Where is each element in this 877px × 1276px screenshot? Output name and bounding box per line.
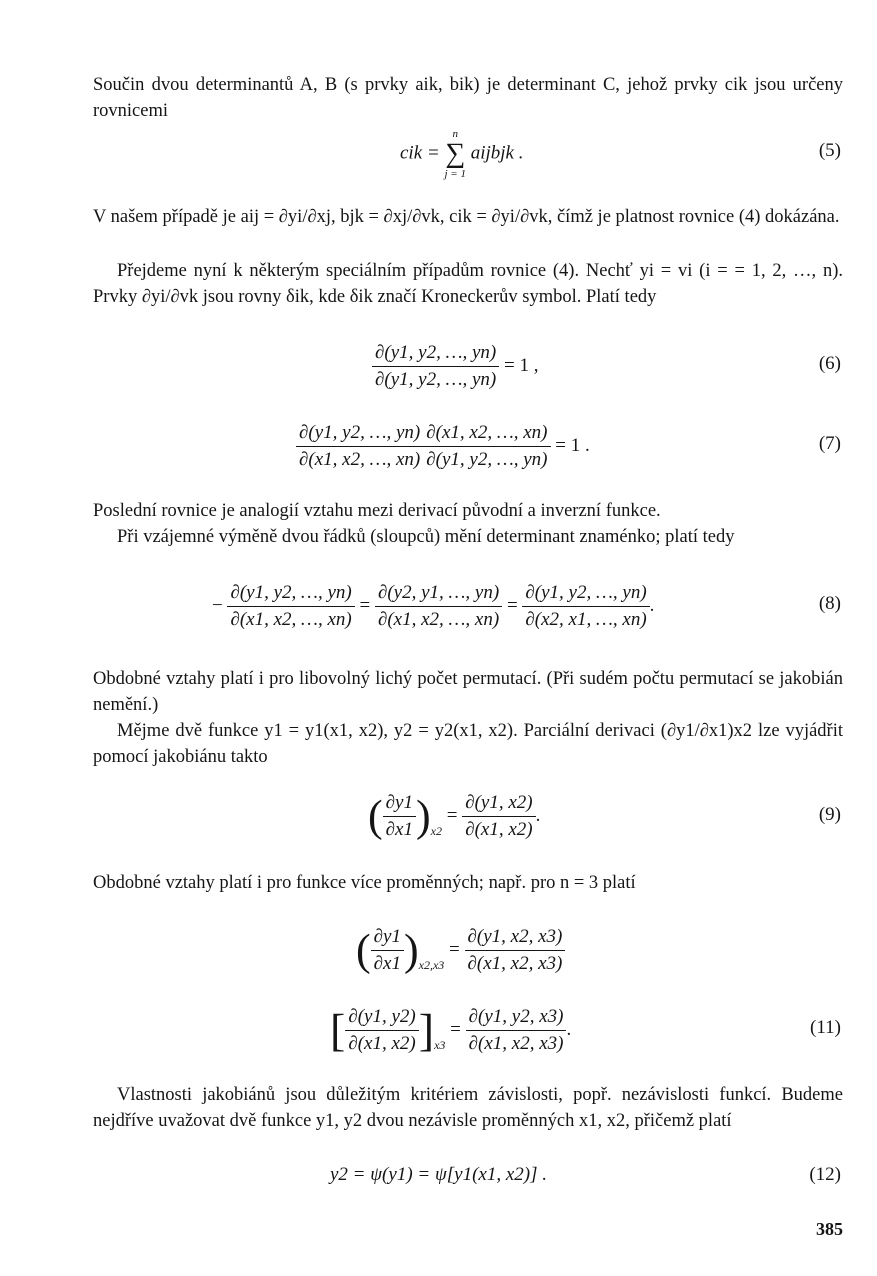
equation-11: [ $\frac{\partial(y1, y2)}{\partial(x1, x2)}$ ]$_{x3}$ = $\frac{\partial(y1, y2, x3)}{\partial(x1, x2, x3)}$ . <box>330 1004 572 1056</box>
equation-10: ( $\frac{\partial y1}{\partial x1}$ )$_{x2,x3}$ = $\frac{\partial(y1, x2, x3)}{\partial(x1, x2, x3)}$ <box>356 924 565 977</box>
paragraph-two-functions: Mějme dvě funkce y1 = y1(x1, x2), y2 = y2(x1, x2). Parciální derivaci (∂y1/∂x1)x2 lze vyjádřit pomocí jakobiánu takto <box>93 721 843 767</box>
paragraph-more-variables: Obdobné vztahy platí i pro funkce více proměnných; např. pro n = 3 platí <box>93 873 636 893</box>
eq8-fraction-2: $\frac{\partial(y2, y1, \dots, yn)}{\partial(x1, x2, \dots, xn)}$ <box>375 580 502 633</box>
eq6-number: (6) <box>818 353 841 374</box>
eq5-sum: n ∑ j = 1 <box>444 128 466 180</box>
paragraph-odd-permutations: Obdobné vztahy platí i pro libovolný lichý počet permutací. (Při sudém počtu permutací se jakobián nemění.) <box>93 669 843 715</box>
eq9-partial: $\frac{\partial y1}{\partial x1}$ <box>383 790 416 843</box>
equation-6: $\frac{\partial(y1, y2, \dots, yn)}{\partial(y1, y2, \dots, yn)}$ = 1 , <box>372 340 538 393</box>
equation-12: y2 = ψ(y1) = ψ[y1(x1, x2)] . <box>330 1164 548 1185</box>
eq10-jacobian: $\frac{\partial(y1, x2, x3)}{\partial(x1, x2, x3)}$ <box>465 924 566 977</box>
eq11-number: (11) <box>810 1017 841 1038</box>
eq8-fraction-3: $\frac{\partial(y1, y2, \dots, yn)}{\partial(x2, x1, \dots, xn)}$ <box>522 580 649 633</box>
page-number: 385 <box>816 1219 843 1239</box>
eq5-number: (5) <box>818 140 841 161</box>
eq9-jacobian: $\frac{\partial(y1, x2)}{\partial(x1, x2)}$ <box>462 790 535 843</box>
eq8-fraction-1: $\frac{\partial(y1, y2, \dots, yn)}{\partial(x1, x2, \dots, xn)}$ <box>227 580 354 633</box>
paragraph-jacobian-properties: Vlastnosti jakobiánů jsou důležitým kritériem závislosti, popř. nezávislosti funkcí. Budeme nejdříve uvažovat dvě funkce y1, y2 dvou nezávisle proměnných x1, x2, přičemž platí <box>93 1085 843 1131</box>
eq12-number: (12) <box>809 1164 841 1185</box>
eq10-partial: $\frac{\partial y1}{\partial x1}$ <box>371 924 404 977</box>
eq11-jacobian: $\frac{\partial(y1, y2, x3)}{\partial(x1, x2, x3)}$ <box>466 1004 567 1057</box>
eq7-number: (7) <box>818 433 841 454</box>
equation-5 <box>400 128 523 180</box>
eq9-number: (9) <box>818 804 841 825</box>
equation-9: ( $\frac{\partial y1}{\partial x1}$ )$_{x2}$ = $\frac{\partial(y1, x2)}{\partial(x1, x2)}$ . <box>368 790 540 843</box>
equation-8: − $\frac{\partial(y1, y2, \dots, yn)}{\partial(x1, x2, \dots, xn)}$ = $\frac{\partial(y2, y1, \dots, yn)}{\partial(x1, x2, \dots, xn)}$ = $\frac{\partial(y1, y2, \dots, yn)}{\partial(x2, x1, \dots, xn)}$ . <box>212 580 654 633</box>
paragraph-row-exchange: Při vzájemné výměně dvou řádků (sloupců) mění determinant znaménko; platí tedy <box>117 527 735 547</box>
paragraph-determinant-product: Součin dvou determinantů A, B (s prvky aik, bik) je determinant C, jehož prvky cik jsou určeny rovnicemi <box>93 75 843 121</box>
eq8-number: (8) <box>818 593 841 614</box>
equation-7: $\frac{\partial(y1, y2, \dots, yn)}{\partial(x1, x2, \dots, xn)}$ $\frac{\partial(x1, x2, \dots, xn)}{\partial(y1, y2, \dots, yn)}$ = 1 . <box>296 420 590 473</box>
paragraph-our-case: V našem případě je aij = ∂yi/∂xj, bjk = ∂xj/∂vk, cik = ∂yi/∂vk, čímž je platnost rovnice (4) dokázána. <box>93 207 840 227</box>
paragraph-special-cases: Přejdeme nyní k některým speciálním případům rovnice (4). Nechť yi = vi (i = = 1, 2, …, n). Prvky ∂yi/∂vk jsou rovny δik, kde δik značí Kroneckerův symbol. Platí tedy <box>93 261 843 307</box>
paragraph-last-equation: Poslední rovnice je analogií vztahu mezi derivací původní a inverzní funkce. <box>93 501 661 521</box>
eq5-rhs: aijbjk . <box>470 142 524 164</box>
eq6-fraction: $\frac{\partial(y1, y2, \dots, yn)}{\partial(y1, y2, \dots, yn)}$ <box>372 340 499 393</box>
eq7-fraction-1: $\frac{\partial(y1, y2, \dots, yn)}{\partial(x1, x2, \dots, xn)}$ <box>296 420 423 473</box>
eq7-fraction-2: $\frac{\partial(x1, x2, \dots, xn)}{\partial(y1, y2, \dots, yn)}$ <box>423 420 550 473</box>
eq11-inner-jacobian: $\frac{\partial(y1, y2)}{\partial(x1, x2)}$ <box>345 1004 418 1057</box>
eq5-lhs: cik = <box>400 142 440 164</box>
